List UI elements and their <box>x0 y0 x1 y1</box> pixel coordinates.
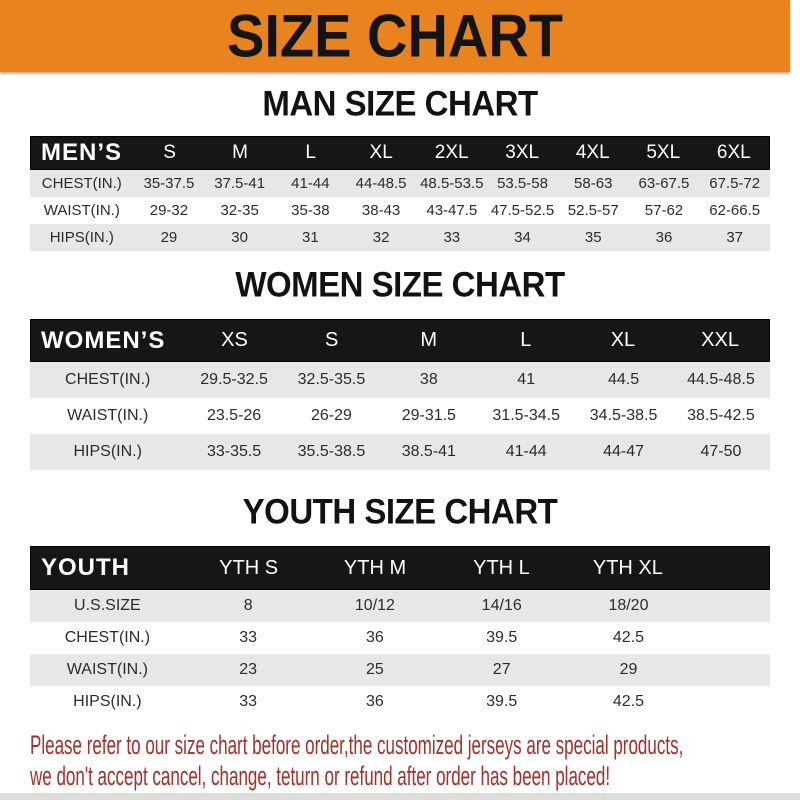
page-title: SIZE CHART <box>227 1 563 70</box>
disclaimer-line-1: Please refer to our size chart before order,the customized jerseys are special products, <box>30 730 684 760</box>
size-cell: 38-43 <box>361 202 401 219</box>
table-row <box>30 170 770 197</box>
size-cell: 38.5-42.5 <box>687 407 755 424</box>
row-label: WAIST(IN.) <box>43 202 120 219</box>
size-cell: 26-29 <box>310 407 352 424</box>
row-label: WAIST(IN.) <box>66 661 148 678</box>
size-cell: 35-37.5 <box>143 175 195 192</box>
youth-size-table <box>30 546 770 718</box>
size-cell: 63-67.5 <box>638 175 690 192</box>
size-cell: 44-48.5 <box>355 175 407 192</box>
size-cell: 29-32 <box>149 202 189 219</box>
size-cell: 47-50 <box>700 443 742 460</box>
size-cell: 41-44 <box>291 175 330 192</box>
size-cell: 34 <box>514 229 531 246</box>
size-cell: 58-63 <box>574 175 613 192</box>
row-label: HIPS(IN.) <box>73 443 142 460</box>
size-cell: 36 <box>366 629 384 646</box>
column-header: M <box>420 329 438 351</box>
size-cell: 33 <box>239 629 258 646</box>
table-row <box>30 654 770 686</box>
size-cell: 34.5-38.5 <box>589 407 658 424</box>
men-size-table <box>30 136 770 251</box>
size-cell: 37.5-41 <box>214 175 266 192</box>
size-cell: 18/20 <box>608 597 649 614</box>
size-cell: 44.5 <box>608 371 640 388</box>
column-header: M <box>232 142 248 163</box>
size-chart-banner <box>0 0 790 72</box>
youth-table-header-row <box>30 546 770 590</box>
size-cell: 29-31.5 <box>401 407 456 424</box>
column-header: 3XL <box>505 142 540 163</box>
size-cell: 23.5-26 <box>206 407 262 424</box>
disclaimer-line-2: we don't accept cancel, change, teturn or refund after order has been placed! <box>30 761 611 791</box>
column-header: 4XL <box>575 142 610 163</box>
size-cell: 32 <box>372 229 390 246</box>
size-cell: 37 <box>726 229 744 246</box>
order-disclaimer <box>30 730 800 792</box>
size-cell: 29 <box>160 229 178 246</box>
size-cell: 62-66.5 <box>709 202 761 219</box>
women-corner-label: WOMEN’S <box>41 326 166 354</box>
size-cell: 41 <box>517 371 536 388</box>
row-label: WAIST(IN.) <box>67 407 149 424</box>
table-row <box>30 686 770 718</box>
women-table-header-row <box>30 319 770 362</box>
size-cell: 36 <box>655 229 673 246</box>
man-section-heading: MAN SIZE CHART <box>262 83 538 124</box>
size-cell: 36 <box>366 693 384 710</box>
size-cell: 14/16 <box>481 597 522 614</box>
size-cell: 44-47 <box>603 443 645 460</box>
column-header: XS <box>221 329 248 351</box>
youth-section-heading: YOUTH SIZE CHART <box>242 491 558 532</box>
column-header: L <box>305 142 316 163</box>
table-row <box>30 362 770 398</box>
women-section-heading: WOMEN SIZE CHART <box>235 264 565 305</box>
column-header: 6XL <box>716 142 751 163</box>
size-cell: 57-62 <box>644 202 684 219</box>
row-label: CHEST(IN.) <box>65 371 151 388</box>
row-label: U.S.SIZE <box>74 597 141 614</box>
size-cell: 29 <box>619 661 638 678</box>
size-cell: 31 <box>302 229 319 246</box>
size-cell: 44.5-48.5 <box>687 371 755 388</box>
size-cell: 33 <box>239 693 258 710</box>
size-cell: 29.5-32.5 <box>200 371 268 388</box>
size-cell: 27 <box>492 661 511 678</box>
column-header: YTH L <box>473 556 530 579</box>
size-cell: 23 <box>239 661 258 678</box>
size-cell: 25 <box>366 661 384 678</box>
size-cell: 35.5-38.5 <box>297 443 366 460</box>
size-cell: 53.5-58 <box>497 175 548 192</box>
size-cell: 32.5-35.5 <box>297 371 366 388</box>
women-size-table <box>30 319 770 470</box>
column-header: YTH S <box>219 556 279 579</box>
size-cell: 31.5-34.5 <box>492 407 560 424</box>
size-cell: 42.5 <box>612 693 645 710</box>
table-row <box>30 434 770 470</box>
column-header: YTH XL <box>592 556 663 579</box>
table-row <box>30 622 770 654</box>
youth-corner-label: YOUTH <box>41 554 130 581</box>
table-row <box>30 224 770 251</box>
size-cell: 10/12 <box>354 597 395 614</box>
size-cell: 30 <box>231 229 248 246</box>
size-cell: 33-35.5 <box>206 443 262 460</box>
size-cell: 42.5 <box>612 629 645 646</box>
row-label: CHEST(IN.) <box>41 175 122 192</box>
size-cell: 41-44 <box>505 443 547 460</box>
column-header: XL <box>610 329 636 351</box>
men-table-header-row <box>30 136 770 170</box>
size-cell: 48.5-53.5 <box>420 175 484 192</box>
size-cell: 52.5-57 <box>567 202 619 219</box>
column-header: 2XL <box>434 142 469 163</box>
bottom-edge-strip <box>0 793 800 800</box>
table-row <box>30 590 770 622</box>
column-header: S <box>163 142 176 163</box>
column-header: XL <box>369 142 393 163</box>
size-cell: 38.5-41 <box>401 443 456 460</box>
table-row <box>30 197 770 224</box>
row-label: CHEST(IN.) <box>64 629 151 646</box>
size-cell: 8 <box>243 597 253 614</box>
size-cell: 33 <box>443 229 461 246</box>
size-cell: 39.5 <box>486 629 518 646</box>
men-corner-label: MEN’S <box>41 139 123 166</box>
size-cell: 32-35 <box>220 202 259 219</box>
size-cell: 67.5-72 <box>709 175 761 192</box>
column-header: YTH M <box>343 556 407 579</box>
column-header: L <box>520 329 532 351</box>
size-cell: 35-38 <box>291 202 330 219</box>
size-cell: 39.5 <box>486 693 518 710</box>
column-header: S <box>324 329 339 351</box>
row-label: HIPS(IN.) <box>73 693 142 710</box>
size-cell: 47.5-52.5 <box>490 202 555 219</box>
table-row <box>30 398 770 434</box>
row-label: HIPS(IN.) <box>49 229 114 246</box>
size-cell: 35 <box>584 229 602 246</box>
column-header: 5XL <box>646 142 681 163</box>
size-cell: 43-47.5 <box>426 202 478 219</box>
size-cell: 38 <box>419 371 438 388</box>
column-header: XXL <box>701 329 739 351</box>
